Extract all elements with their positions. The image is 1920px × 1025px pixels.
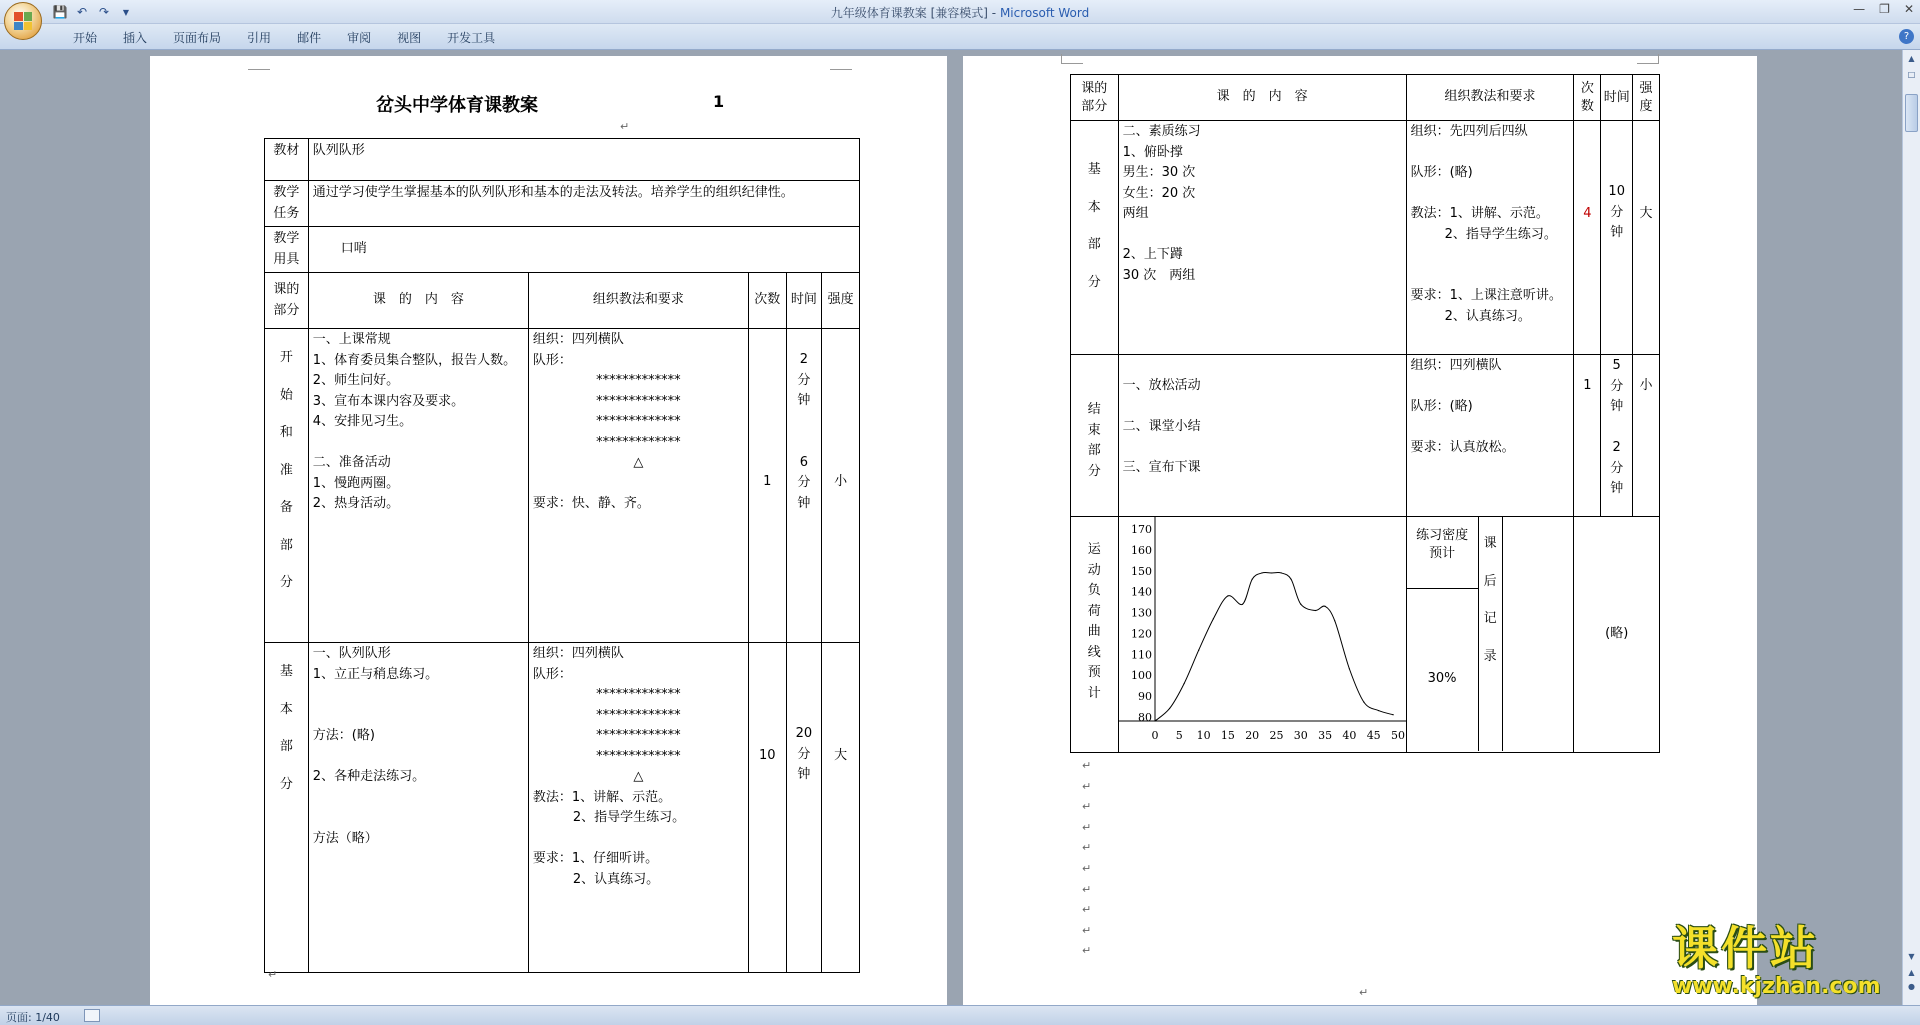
density-cell [1406,517,1574,753]
basic-times-cell [748,643,786,973]
window-controls [1853,2,1914,16]
warmup-times-cell [748,329,786,643]
lesson-plan-table-1 [264,138,860,973]
method-line [1411,185,1570,206]
time-value [1603,419,1630,440]
method-line: 教法：1、讲解、示范。 [1410,206,1549,221]
content-line: 女生：20 次 [1122,185,1196,201]
part-char: 部 [1087,237,1101,252]
content-line: 男生：30 次 [1122,165,1196,180]
closing-time-cell [1601,355,1633,517]
y-tick-label: 80 [1137,710,1152,724]
ribbon-tab-7[interactable]: 开发工具 [447,31,496,45]
method-line: 组织：四列横队 [532,332,624,347]
content-line: 2、师生问好。 [312,373,400,388]
method-line: 组织：四列横队 [1410,358,1502,373]
load-curve-point [1251,579,1252,580]
time-value: 钟 [797,767,811,782]
load-curve-point [1392,714,1393,715]
fitness-time-cell [1601,121,1633,355]
part-char: 分 [279,776,293,792]
window-title [0,4,1920,21]
method-line: ************* [596,434,681,450]
warmup-content-cell [308,329,528,643]
warmup-method-cell [528,329,748,643]
content-line: 方法：(略) [312,728,375,743]
time-value: 2 [1612,440,1621,455]
part-char: 部 [279,739,293,754]
header-method: 组织教法和要求 [1406,75,1574,121]
basic-method-cell [528,643,748,973]
time-value: 分 [1610,204,1624,220]
time-value: 钟 [797,495,811,511]
intensity-value: 大 [834,748,848,763]
content-line [1123,398,1402,419]
scroll-down-icon[interactable]: ▼ [1908,952,1915,961]
redo-icon[interactable]: ↷ [98,5,110,19]
content-line: 3、宣布本课内容及要求。 [312,393,465,409]
method-line: ************* [596,707,681,723]
method-line: ************* [596,728,681,743]
header-intensity: 强度 [822,273,860,329]
part-char: 结 [1087,402,1101,417]
page-count[interactable]: 页面: 1/40 [6,1011,60,1024]
closing-method-cell [1406,355,1574,517]
header-times: 次数 [1574,75,1601,121]
content-line [313,809,524,830]
y-tick-label: 130 [1130,606,1152,620]
part-char: 分 [1087,463,1101,479]
part-char: 分 [279,575,293,590]
empty-paragraph-marks: ↵ ↵ ↵ ↵ ↵ ↵ ↵ ↵ ↵ ↵ [1082,759,1092,958]
part-char: 准 [279,462,293,478]
x-tick-label: 35 [1317,729,1332,742]
ruler-toggle-icon[interactable]: □ [1907,70,1916,79]
material-label: 教材 [265,139,309,181]
fitness-content-cell [1118,121,1406,355]
y-tick-label: 100 [1130,669,1152,683]
time-value: 分 [1610,460,1624,476]
time-value [791,413,818,434]
time-value: 5 [1612,358,1621,373]
x-tick-label: 50 [1390,729,1405,742]
method-line: 2、认真练习。 [572,871,660,887]
title-bar [0,0,1920,24]
time-value [791,433,818,454]
curve-label-char: 曲 [1087,624,1101,639]
content-line: 2、热身活动。 [312,496,400,511]
ribbon-tab-6[interactable]: 视图 [397,31,422,45]
curve-label-cell [1071,517,1119,753]
office-button[interactable] [4,2,42,40]
document-name: 九年级体育课教案 [兼容模式] [830,6,988,20]
method-line: 2、认真练习。 [1444,308,1531,324]
time-value: 钟 [797,393,811,408]
scroll-up-icon[interactable]: ▲ [1908,54,1915,63]
method-line [533,475,744,496]
fitness-part-cell [1071,121,1119,355]
curve-label-char: 计 [1087,685,1101,701]
content-line [313,748,524,769]
after-class-value: (略) [1574,517,1660,753]
part-char: 束 [1087,422,1101,438]
method-line: 组织：先四列后四纵 [1410,124,1528,139]
basic-time-cell [786,643,822,973]
ribbon-tab-1[interactable]: 插入 [123,31,148,45]
title-separator: - [987,6,1000,20]
part-char: 开 [279,350,293,365]
site-watermark [1672,922,1904,1006]
content-line: 二、课堂小结 [1122,419,1201,434]
header-times: 次数 [748,273,786,329]
content-line: 1、体育委员集合整队，报告人数。 [312,352,517,368]
method-line: 队形： [532,666,572,682]
x-tick-label: 15 [1220,729,1235,742]
ribbon-tab-3[interactable]: 引用 [247,31,272,45]
y-tick-label: 140 [1130,585,1152,599]
method-line: △ [633,455,644,470]
warmup-intensity-cell [822,329,860,643]
method-line: 要求：1、上课注意听讲。 [1410,288,1562,303]
curve-label-char: 负 [1087,583,1101,598]
method-line [1411,267,1570,288]
x-tick-label: 25 [1269,729,1284,742]
method-line [1411,378,1570,399]
load-curve-point [1271,572,1272,573]
method-line: 组织：四列横队 [532,646,624,661]
times-value: 1 [763,474,772,489]
load-curve-point [1241,604,1242,605]
document-heading: 岔头中学体育课教案 [376,95,538,116]
time-value: 20 [795,726,813,741]
curve-label-char: 运 [1087,542,1101,557]
load-curve-chart [1119,517,1406,751]
part-char: 部 [1087,443,1101,458]
content-line [313,707,524,728]
page-2[interactable]: 课的部分 课 的 内 容 组织教法和要求 次数 时间 强度 基 本 部 分 二、素质练习 1、俯卧撑 男生：30 次 女生：20 次 两组 2、上下蹲 30 次 两组 组织：先四列后四纵 队形：(略) 教法：1、讲解、示范。 2、指导学生练习。 要求：1、上课注意听讲。 2、认真练习。 4 10 分 钟 大 结 束 部 分 一、放松活动 二、课堂小结 三、宣布下课 组织：四列横队 队形：(略) 要求：认真放松。 1 5 分 钟 2 分 钟 小 运 动 负 荷 曲 线 预 计 80 90 100 110 120 130 140 150 160 170 0 5 10 15 20 25 30 35 40 45 50 练习密度预计 30% 课 后 记 录 (略) ↵ ↵ ↵ ↵ ↵ ↵ ↵ ↵ ↵ ↵ ↵ [963,56,1757,1005]
load-curve-point [1227,595,1228,596]
part-char: 部 [279,537,293,553]
part-char: 始 [279,387,293,403]
basic-content-cell [308,643,528,973]
content-line [313,434,524,455]
after-class-char: 课 [1483,536,1497,551]
load-curve-point [1378,710,1379,711]
x-tick-label: 45 [1366,729,1381,742]
closing-intensity-cell [1633,355,1660,517]
content-line: 一、上课常规 [312,332,391,347]
method-line: △ [633,769,644,784]
scrollbar-thumb[interactable] [1905,94,1918,132]
density-value: 30% [1427,671,1457,686]
after-class-char: 后 [1483,573,1497,589]
method-line: ************* [596,414,681,429]
after-class-char: 录 [1483,648,1497,664]
time-value: 钟 [1610,399,1624,414]
content-line: 二、素质练习 [1122,124,1201,139]
task-value: 通过学习使学生掌握基本的队列队形和基本的走法及转法。培养学生的组织纪律性。 [308,181,859,227]
time-value: 2 [799,352,809,367]
method-line: 要求：1、仔细听讲。 [532,851,659,866]
x-tick-label: 40 [1341,729,1356,742]
load-curve-point [1334,620,1335,621]
load-curve-point [1300,604,1301,605]
content-line [1123,439,1402,460]
x-tick-label: 30 [1293,729,1308,742]
y-tick-label: 120 [1130,627,1152,641]
content-line: 二、准备活动 [312,455,391,470]
load-curve-point [1280,572,1281,573]
material-value: 队列队形 [308,139,859,181]
x-tick-label: 10 [1196,729,1211,742]
load-curve-point [1290,579,1291,580]
content-line: 方法（略） [312,830,378,846]
intensity-value: 小 [1639,378,1653,393]
header-content: 课 的 内 容 [308,273,528,329]
minimize-icon[interactable]: — [1853,2,1866,16]
part-char: 和 [279,425,293,440]
fitness-intensity-cell [1633,121,1660,355]
x-tick-label: 20 [1244,729,1259,742]
load-curve-point [1183,683,1184,684]
curve-label-char: 线 [1087,644,1101,660]
header-method: 组织教法和要求 [528,273,748,329]
time-value: 6 [799,454,809,470]
method-line: 队形：(略) [1410,165,1473,180]
part-char: 本 [1087,199,1101,215]
time-value: 钟 [1610,225,1624,240]
closing-part-cell [1071,355,1119,517]
header-time: 时间 [786,273,822,329]
ribbon-tabs [0,24,1920,50]
y-tick-label: 150 [1130,564,1152,578]
help-icon[interactable]: ? [1899,29,1914,44]
method-line: 2、指导学生练习。 [1444,226,1557,242]
document-page-number: 1 [713,92,725,111]
method-line: ************* [596,373,681,388]
method-line: 要求：认真放松。 [1410,440,1515,455]
y-tick-label: 110 [1130,648,1152,662]
content-line [313,686,524,707]
x-tick-label: 0 [1151,729,1159,742]
load-curve-point [1169,708,1170,709]
load-curve-point [1198,650,1199,651]
time-value: 10 [1608,184,1625,199]
part-char: 基 [1087,162,1101,177]
content-line: 4、安排见习生。 [312,414,413,429]
tools-label: 教学用具 [265,227,309,273]
save-icon[interactable]: 💾 [52,5,68,19]
load-curve-point [1261,572,1262,573]
proofing-icon[interactable] [84,1009,100,1022]
x-tick-label: 5 [1175,729,1183,742]
intensity-value: 大 [1639,206,1653,221]
vertical-scrollbar[interactable] [1902,50,1920,1005]
content-line: 一、放松活动 [1122,378,1201,393]
load-curve-point [1324,606,1325,607]
close-icon[interactable]: ✕ [1903,2,1914,16]
method-line: ************* [596,687,681,702]
ribbon-tab-5[interactable]: 审阅 [347,31,372,45]
time-value: 分 [1610,378,1624,394]
part-char: 备 [279,500,293,515]
method-line: ************* [596,393,681,409]
load-curve-line [1155,572,1393,721]
undo-icon[interactable]: ↶ [76,5,88,19]
time-value: 分 [797,475,811,490]
content-line: 30 次 两组 [1122,267,1196,283]
time-value: 钟 [1610,481,1624,496]
task-label: 教学任务 [265,181,309,227]
select-browse-object-icon[interactable]: ● [1908,982,1915,991]
content-line [1123,226,1402,247]
curve-label-char: 荷 [1087,603,1101,619]
y-tick-label: 170 [1130,523,1152,537]
content-line: 2、上下蹲 [1122,247,1183,262]
header-content: 课 的 内 容 [1118,75,1406,121]
load-curve-point [1212,618,1213,619]
load-curve-point [1154,720,1155,721]
curve-label-char: 动 [1087,562,1101,578]
method-line [533,830,744,851]
part-char: 本 [279,701,293,717]
content-line: 1、俯卧撑 [1122,144,1183,160]
content-line: 两组 [1122,206,1149,221]
warmup-time-cell [786,329,822,643]
time-value: 分 [797,746,811,762]
page-1[interactable]: 岔头中学体育课教案 1 ↵ 教材 队列队形 教学任务 通过学习使学生掌握基本的队列队形和基本的走法及转法。培养学生的组织纪律性。 教学用具 口哨 课的部分 课 的 内 容 组织教法和要求 次数 时间 强度 开 始 和 准 备 部 分 一、上课常规 1、体育委员集合整队，报告人数。 2、师生问好。 3、宣布本课内容及要求。 4、安排见习生。 二、准备活动 1、慢跑两圈。 2、热身活动。 组织：四列横队 队形： ************* ************* ************* ************* △ 要求：快、静、齐。 1 2 分 钟 6 分 钟 小 基 本 部 分 一、队列队形 1、立正与稍息练习。 方法：(略) 2、各种走法练习。 方法（略） 组织：四列横队 队形： ************* ************* ************* ************* △ 教法：1、讲解、示范。 2、指导学生练习。 要求：1、仔细听讲。 2、认真练习。 10 20 分 钟 大 ↵ [150,56,947,1005]
density-label: 练习密度预计 [1407,517,1478,589]
after-class-char: 记 [1483,611,1497,626]
content-line: 1、立正与稍息练习。 [312,666,439,682]
ribbon-tab-2[interactable]: 页面布局 [173,31,222,45]
times-value: 4 [1583,206,1592,221]
previous-page-icon[interactable]: ▲ [1908,968,1915,977]
basic-part-cell [265,643,309,973]
method-line: 教法：1、讲解、示范。 [532,789,672,805]
app-name: Microsoft Word [999,6,1090,20]
load-curve-chart-cell [1118,517,1406,753]
method-line [1411,246,1570,267]
status-bar [0,1005,1920,1025]
method-line: 要求：快、静、齐。 [532,496,650,511]
office-logo-icon [14,12,32,30]
fitness-method-cell [1406,121,1574,355]
watermark-url: www.kjzhan.com [1672,974,1881,999]
load-curve-point [1348,668,1349,669]
method-line: 2、指导学生练习。 [572,810,686,825]
basic-intensity-cell [822,643,860,973]
method-line [1411,144,1570,165]
header-part: 课的部分 [1071,75,1119,121]
content-line: 1、慢跑两圈。 [312,475,400,491]
method-line: 队形： [532,352,572,368]
closing-times-cell [1574,355,1601,517]
header-part: 课的部分 [265,273,309,329]
tools-value: 口哨 [308,227,859,273]
method-line: ************* [596,748,681,764]
method-line [1411,419,1570,440]
ribbon-tab-4[interactable]: 邮件 [297,31,322,45]
load-curve-point [1314,610,1315,611]
y-tick-label: 90 [1137,689,1152,703]
times-value: 10 [758,748,776,763]
curve-label-char: 预 [1087,665,1101,680]
warmup-part-cell [265,329,309,643]
method-line: 队形：(略) [1410,399,1473,414]
content-line: 一、队列队形 [312,646,391,661]
part-char: 基 [279,664,293,679]
restore-icon[interactable]: ❐ [1879,2,1890,16]
closing-content-cell [1118,355,1406,517]
document-workspace[interactable] [0,50,1902,1005]
ribbon-tab-0[interactable]: 开始 [73,31,98,45]
lesson-plan-table-2 [1070,74,1660,753]
watermark-brand: 课件站 [1672,921,1819,975]
part-char: 分 [1087,274,1101,290]
customize-qat-icon[interactable]: ▼ [122,7,130,17]
intensity-value: 小 [834,474,848,489]
header-time: 时间 [1601,75,1633,121]
y-tick-label: 160 [1130,544,1152,558]
content-line: 三、宣布下课 [1122,460,1201,475]
fitness-times-cell [1574,121,1601,355]
header-intensity: 强度 [1633,75,1660,121]
content-line [313,789,524,810]
time-value: 分 [797,372,811,388]
load-curve-point [1363,702,1364,703]
content-line: 2、各种走法练习。 [312,769,426,784]
times-value: 1 [1583,378,1592,393]
